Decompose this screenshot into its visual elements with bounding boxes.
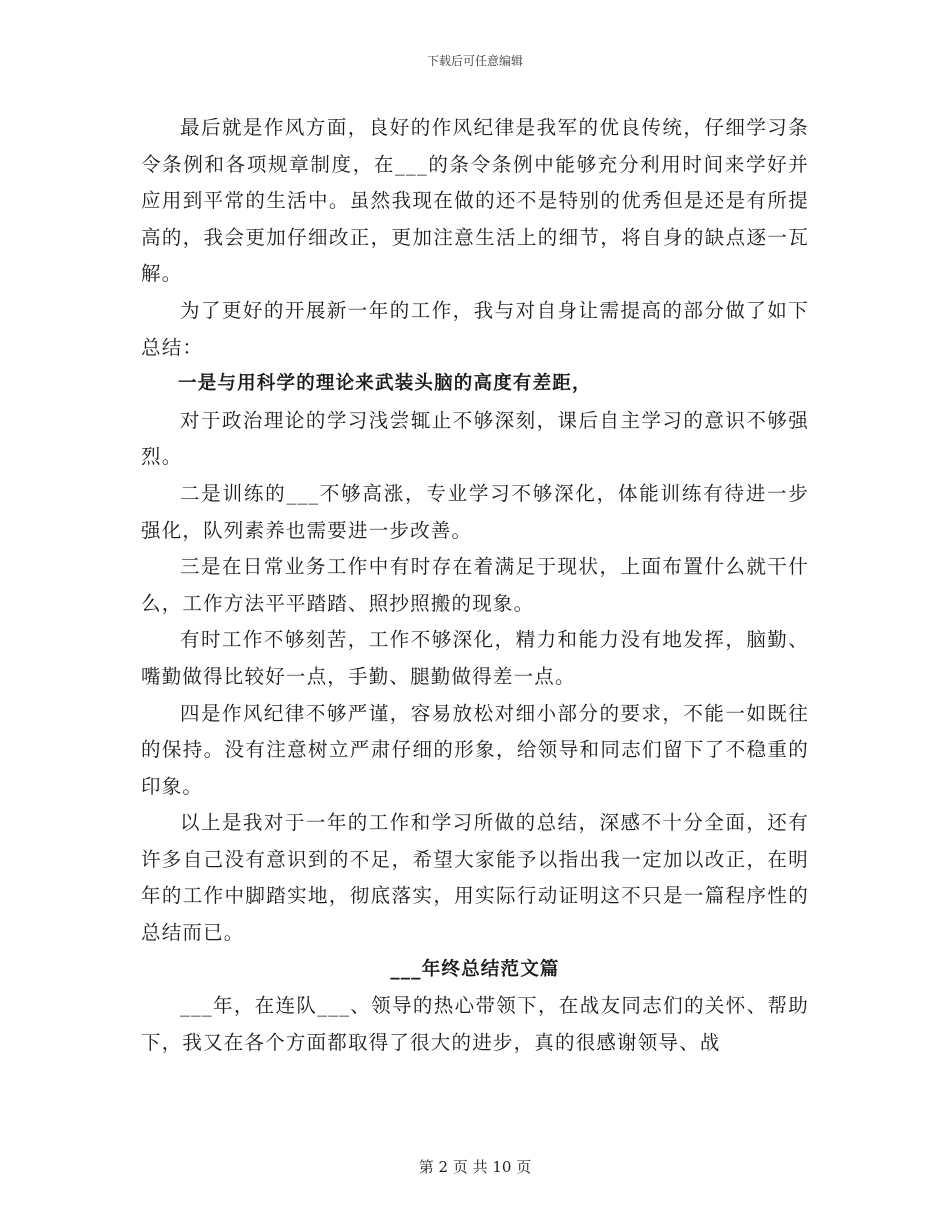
- point-one-heading: 一是与用科学的理论来武装头脑的高度有差距，: [178, 373, 592, 395]
- document-body: [141, 110, 809, 1061]
- paragraph-work-effort: 有时工作不够刻苦，工作不够深化，精力和能力没有地发挥，脑勤、嘴勤做得比较好一点，手勤、腿勤做得差一点。: [141, 628, 809, 688]
- paragraph-conclusion: 以上是我对于一年的工作和学习所做的总结，深感不十分全面，还有许多自己没有意识到的不足，希望大家能予以指出我一定加以改正，在明年的工作中脚踏实地，彻底落实，用实际行动证明这不只是一篇程序性的总结而已。: [141, 811, 809, 945]
- page-header: 下载后可任意编辑: [426, 54, 523, 68]
- paragraph-new-section: ___年，在连队___、领导的热心带领下，在战友同志们的关怀、帮助下，我又在各个方面都取得了很大的进步，真的很感谢领导、战: [141, 994, 809, 1054]
- section-title: ___年终总结范文篇: [390, 958, 560, 980]
- paragraph-point-three: 三是在日常业务工作中有时存在着满足于现状，上面布置什么就干什么，工作方法平平踏踏、照抄照搬的现象。: [141, 555, 809, 615]
- page-footer: 第 2 页 共 10 页: [418, 1158, 532, 1176]
- paragraph-summary-intro: 为了更好的开展新一年的工作，我与对自身让需提高的部分做了如下总结：: [141, 298, 809, 359]
- paragraph-point-four: 四是作风纪律不够严谨，容易放松对细小部分的要求，不能一如既往的保持。没有注意树立严肃仔细的形象，给领导和同志们留下了不稳重的印象。: [141, 701, 809, 798]
- paragraph-point-two: 二是训练的___不够高涨，专业学习不够深化，体能训练有待进一步强化，队列素养也需要进一步改善。: [141, 481, 809, 542]
- paragraph-theory-study: 对于政治理论的学习浅尝辄止不够深刻，课后自主学习的意识不够强烈。: [141, 408, 809, 469]
- paragraph-discipline: 最后就是作风方面，良好的作风纪律是我军的优良传统，仔细学习条令条例和各项规章制度，在___的条令条例中能够充分利用时间来学好并应用到平常的生活中。虽然我现在做的还不是特别的优秀但是还是有所提高的，我会更加仔细改正，更加注意生活上的细节，将自身的缺点逐一瓦解。: [141, 116, 809, 286]
